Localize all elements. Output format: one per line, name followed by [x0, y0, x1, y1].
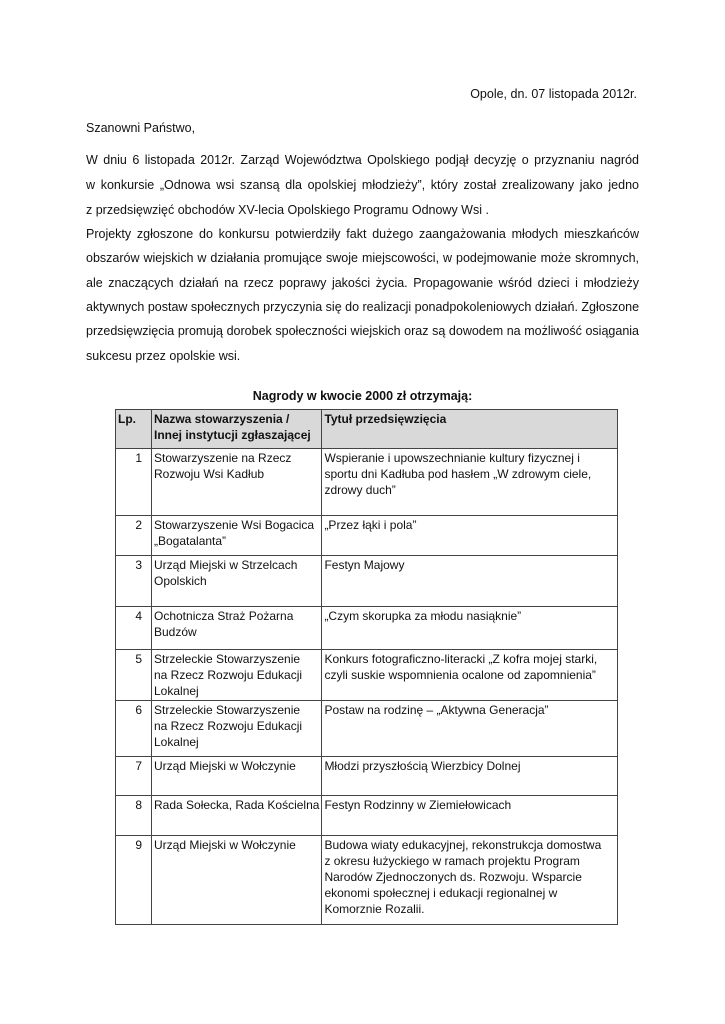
- cell-organization-line: na Rzecz Rozwoju Edukacji: [154, 719, 303, 733]
- header-name-line-2: Innej instytucji zgłaszającej: [154, 428, 311, 442]
- paragraph-1-line-2: w konkursie „Odnowa wsi szansą dla opolskiej młodzieży”, który został zrealizowany jako jedno: [86, 178, 639, 192]
- cell-organization-line: Stowarzyszenie na Rzecz: [154, 451, 292, 465]
- cell-lp: 6: [116, 701, 152, 757]
- cell-organization-line: „Bogatalanta”: [154, 534, 227, 548]
- cell-organization-line: Urząd Miejski w Wołczynie: [154, 759, 296, 773]
- table-title: Nagrody w kwocie 2000 zł otrzymają:: [252, 389, 473, 403]
- letter-date: Opole, dn. 07 listopada 2012r.: [470, 87, 637, 101]
- cell-organization: [152, 650, 322, 701]
- cell-organization: [152, 556, 322, 607]
- cell-lp: 9: [116, 836, 152, 925]
- cell-project-title: [322, 556, 618, 607]
- cell-project-title-line: Festyn Majowy: [324, 558, 405, 572]
- cell-project-title-line: „Przez łąki i pola”: [324, 518, 417, 532]
- cell-organization-line: Strzeleckie Stowarzyszenie: [154, 652, 301, 666]
- table-row: [116, 757, 618, 796]
- cell-organization-line: Ochotnicza Straż Pożarna: [154, 609, 294, 623]
- cell-project-title-line: Komorznie Rozalii.: [324, 902, 425, 916]
- cell-project-title-line: Młodzi przyszłością Wierzbicy Dolnej: [324, 759, 521, 773]
- cell-project-title-line: z okresu łużyckiego w ramach projektu Program: [324, 854, 580, 868]
- cell-organization-line: Lokalnej: [154, 684, 199, 698]
- salutation: Szanowni Państwo,: [86, 121, 196, 135]
- cell-organization-line: Opolskich: [154, 574, 207, 588]
- table-row: [116, 836, 618, 925]
- header-title: Tytuł przedsięwzięcia: [322, 410, 618, 449]
- paragraph-2-line-2: obszarów wiejskich w działania promujące swoje miejscowości, w podejmowanie może skromnych,: [86, 251, 639, 265]
- cell-project-title-line: Postaw na rodzinę – „Aktywna Generacja”: [324, 703, 549, 717]
- cell-organization-line: Lokalnej: [154, 735, 199, 749]
- cell-project-title: [322, 796, 618, 836]
- cell-project-title-line: ekonomi społecznej i edukacji regionalnej w: [324, 886, 558, 900]
- cell-organization-line: Rozwoju Wsi Kadłub: [154, 467, 265, 481]
- cell-organization-line: Urząd Miejski w Wołczynie: [154, 838, 296, 852]
- awards-table: [115, 409, 618, 925]
- cell-project-title: [322, 449, 618, 516]
- cell-organization-line: Urząd Miejski w Strzelcach: [154, 558, 298, 572]
- cell-organization-line: Rada Sołecka, Rada Kościelna: [154, 798, 320, 812]
- paragraph-2-line-3: ale znaczących działań na rzecz poprawy jakości życia. Propagowanie wśród dzieci i młodzieży: [86, 276, 639, 290]
- cell-project-title-line: sportu dni Kadłuba pod hasłem „W zdrowym ciele,: [324, 467, 592, 481]
- table-row: [116, 796, 618, 836]
- cell-project-title-line: Wspieranie i upowszechnianie kultury fizycznej i: [324, 451, 580, 465]
- paragraph-2-line-5: przedsięwzięcia promują dorobek społeczności wiejskich oraz są dowodem na możliwość osiągania: [86, 324, 639, 338]
- cell-organization-line: Stowarzyszenie Wsi Bogacica: [154, 518, 315, 532]
- table-header-row: [116, 410, 618, 449]
- cell-organization: [152, 449, 322, 516]
- cell-lp: 1: [116, 449, 152, 516]
- table-row: [116, 701, 618, 757]
- paragraph-1-line-3: z przedsięwzięć obchodów XV-lecia Opolskiego Programu Odnowy Wsi .: [86, 203, 489, 217]
- cell-organization: [152, 607, 322, 650]
- cell-project-title-line: czyli suskie wspomnienia ocalone od zapomnienia”: [324, 668, 596, 682]
- cell-project-title-line: „Czym skorupka za młodu nasiąknie”: [324, 609, 522, 623]
- cell-organization-line: Strzeleckie Stowarzyszenie: [154, 703, 301, 717]
- table-row: [116, 650, 618, 701]
- cell-organization: [152, 836, 322, 925]
- cell-project-title: [322, 701, 618, 757]
- paragraph-2-line-1: Projekty zgłoszone do konkursu potwierdziły fakt dużego zaangażowania młodych mieszkańców: [86, 227, 639, 241]
- cell-project-title-line: Budowa wiaty edukacyjnej, rekonstrukcja domostwa: [324, 838, 602, 852]
- cell-project-title-line: Konkurs fotograficzno-literacki „Z kofra mojej starki,: [324, 652, 598, 666]
- cell-organization-line: na Rzecz Rozwoju Edukacji: [154, 668, 303, 682]
- cell-project-title: [322, 607, 618, 650]
- cell-lp: 3: [116, 556, 152, 607]
- cell-organization-line: Budzów: [154, 625, 197, 639]
- cell-project-title: [322, 836, 618, 925]
- header-lp: Lp.: [116, 410, 152, 449]
- cell-project-title: [322, 650, 618, 701]
- cell-project-title: [322, 516, 618, 556]
- paragraph-2-line-6: sukcesu przez opolskie wsi.: [86, 349, 241, 363]
- cell-organization: [152, 796, 322, 836]
- table-row: [116, 449, 618, 516]
- cell-project-title: [322, 757, 618, 796]
- cell-lp: 2: [116, 516, 152, 556]
- cell-lp: 8: [116, 796, 152, 836]
- cell-organization: [152, 701, 322, 757]
- cell-project-title-line: zdrowy duch”: [324, 483, 396, 497]
- cell-lp: 4: [116, 607, 152, 650]
- table-row: [116, 516, 618, 556]
- paragraph-1-line-1: W dniu 6 listopada 2012r. Zarząd Województwa Opolskiego podjął decyzję o przyznaniu nagród: [86, 153, 639, 167]
- header-name: [152, 410, 322, 449]
- cell-lp: 5: [116, 650, 152, 701]
- cell-lp: 7: [116, 757, 152, 796]
- cell-organization: [152, 757, 322, 796]
- table-row: [116, 556, 618, 607]
- cell-project-title-line: Festyn Rodzinny w Ziemiełowicach: [324, 798, 512, 812]
- cell-organization: [152, 516, 322, 556]
- table-row: [116, 607, 618, 650]
- header-name-line-1: Nazwa stowarzyszenia /: [154, 412, 290, 426]
- cell-project-title-line: Narodów Zjednoczonych ds. Rozwoju. Wsparcie: [324, 870, 582, 884]
- paragraph-2-line-4: aktywnych postaw społecznych przyczynia się do realizacji ponadpokoleniowych działań. Zgłoszone: [86, 300, 640, 314]
